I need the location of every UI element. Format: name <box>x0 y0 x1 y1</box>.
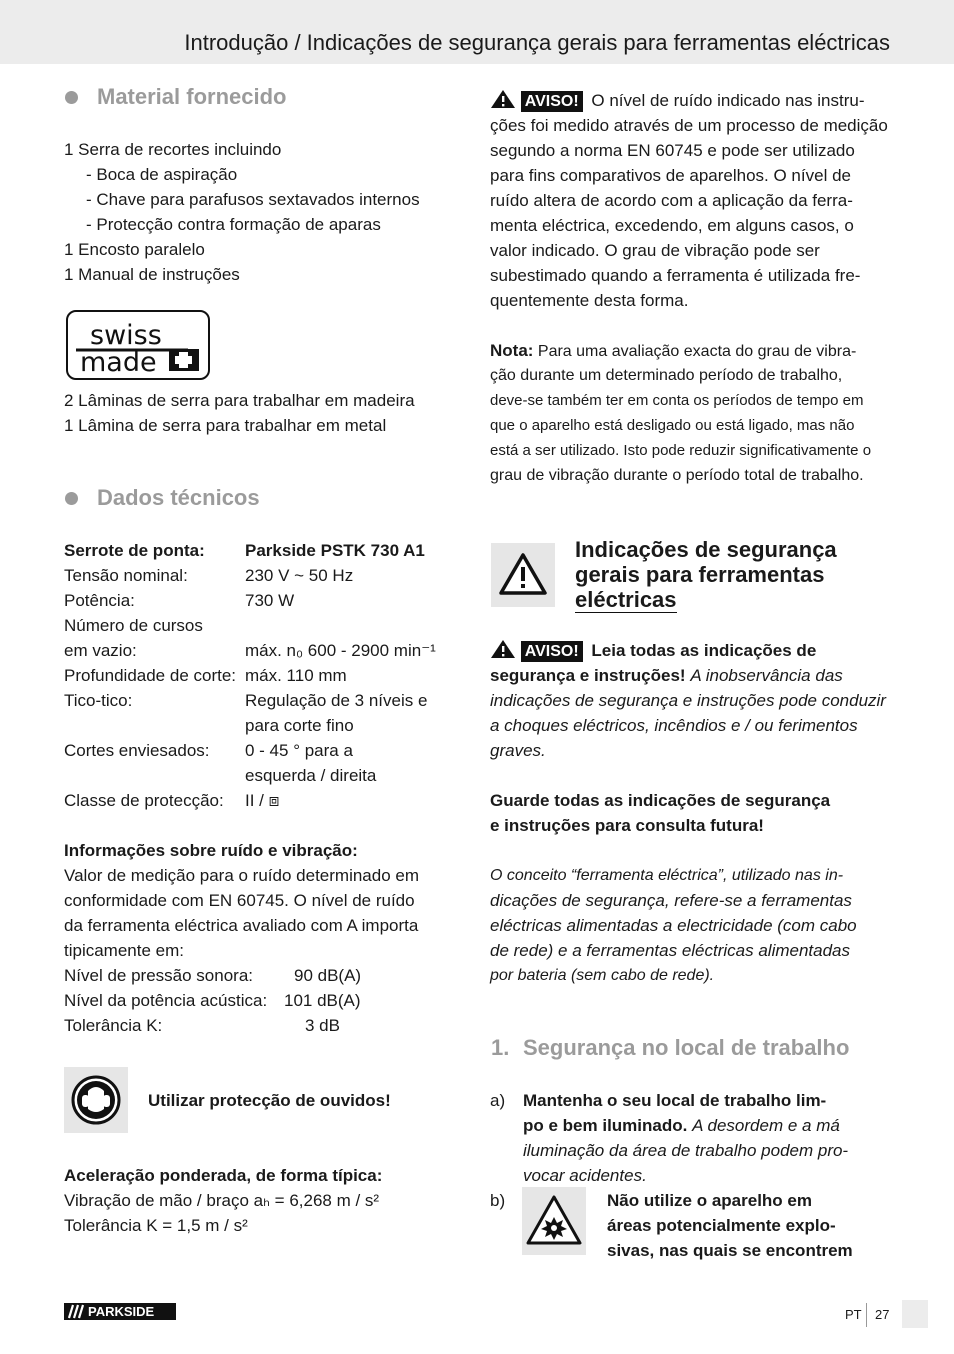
tech-value: máx. 110 mm <box>245 666 347 685</box>
warning-icon <box>490 89 516 116</box>
aviso-badge: AVISO! <box>521 91 583 112</box>
noise-label: Tolerância K: <box>64 1016 163 1035</box>
aviso-badge: AVISO! <box>521 641 583 662</box>
accel-line: Tolerância K = 1,5 m / s² <box>64 1216 248 1235</box>
item-a-italic: vocar acidentes. <box>523 1166 647 1185</box>
swiss-made-logo <box>66 310 210 380</box>
warning-icon <box>490 639 516 666</box>
tech-value: II / ⧈ <box>245 791 280 810</box>
aviso-line: valor indicado. O grau de vibração pode ser <box>490 241 820 260</box>
noise-value: 90 dB(A) <box>294 966 362 985</box>
concept-line: por bateria (sem cabo de rede). <box>490 967 715 984</box>
noise-line: Valor de medição para o ruído determinado em <box>64 866 419 885</box>
workplace-number: 1. <box>491 1035 510 1060</box>
tech-label: Tico-tico: <box>64 691 133 710</box>
aviso-line: ções foi medido através de um processo de medição <box>490 116 888 135</box>
tech-label: em vazio: <box>64 641 137 660</box>
tech-value: Regulação de 3 níveis e <box>245 691 428 710</box>
safety-warning-icon <box>491 543 555 607</box>
concept-line: de rede) e a ferramentas eléctricas alimentadas <box>490 941 851 960</box>
workplace-title: Segurança no local de trabalho <box>523 1035 850 1060</box>
logo-text-bottom: made <box>80 347 157 377</box>
brand-name: PARKSIDE <box>88 1304 155 1319</box>
tech-label: Cortes enviesados: <box>64 741 210 760</box>
explosion-hazard-icon <box>522 1187 586 1255</box>
item-a-bold: po e bem iluminado. <box>523 1116 688 1135</box>
page-number: 27 <box>875 1307 890 1322</box>
keep-line: Guarde todas as indicações de segurança <box>490 791 831 810</box>
item-a-italic: A desordem e a má <box>692 1116 840 1135</box>
tech-title: Dados técnicos <box>97 485 260 510</box>
material-item: 1 Manual de instruções <box>64 265 240 284</box>
section-bullet <box>65 91 78 104</box>
concept-line: O conceito “ferramenta eléctrica”, utilizado nas in- <box>490 867 844 884</box>
item-b-bold: Não utilize o aparelho em <box>607 1191 812 1210</box>
section-bullet <box>65 492 78 505</box>
noise-line: tipicamente em: <box>64 941 184 960</box>
noise-line: conformidade com EN 60745. O nível de ruído <box>64 891 415 910</box>
nota-line: grau de vibração durante o período total de trabalho. <box>490 467 864 484</box>
tech-value: 730 W <box>245 591 295 610</box>
footer-divider <box>866 1303 867 1327</box>
ear-protection-icon <box>64 1067 128 1133</box>
aviso2-block <box>490 638 816 666</box>
noise-title: Informações sobre ruído e vibração: <box>64 841 358 860</box>
tech-head-label: Serrote de ponta: <box>64 541 205 560</box>
aviso2-line <box>490 663 843 688</box>
nota-text: Para uma avaliação exacta do grau de vibra- <box>537 343 857 360</box>
item-a-line <box>523 1113 840 1138</box>
aviso-line: segundo a norma EN 60745 e pode ser utilizado <box>490 141 855 160</box>
aviso2-italic: indicações de segurança e instruções pode conduzir <box>490 691 886 710</box>
material-item: 1 Encosto paralelo <box>64 240 205 259</box>
page-tab <box>902 1300 928 1328</box>
aviso-line: ruído altera de acordo com a aplicação da ferra- <box>490 191 853 210</box>
language-code: PT <box>845 1307 862 1322</box>
aviso2-bold: Leia todas as indicações de <box>591 641 817 660</box>
tech-value: esquerda / direita <box>245 766 377 785</box>
tech-label: Potência: <box>64 591 135 610</box>
item-a-italic: iluminação da área de trabalho podem pro- <box>523 1141 849 1160</box>
material-title: Material fornecido <box>97 84 287 109</box>
blade-item: 1 Lâmina de serra para trabalhar em metal <box>64 416 387 435</box>
concept-line: dicações de segurança, refere-se a ferramentas <box>490 891 852 910</box>
page-title: Introdução / Indicações de segurança gerais para ferramentas eléctricas <box>184 30 890 55</box>
material-item: - Boca de aspiração <box>86 165 238 184</box>
concept-line: eléctricas alimentadas a electricidade (com cabo <box>490 916 857 935</box>
nota-line: que o aparelho está desligado ou está ligado, mas não <box>490 417 855 434</box>
item-b-label: b) <box>490 1191 506 1210</box>
noise-label: Nível da potência acústica: <box>64 991 268 1010</box>
material-item: - Chave para parafusos sextavados internos <box>86 190 420 209</box>
tech-value: para corte fino <box>245 716 354 735</box>
nota-line: ção durante um determinado período de trabalho, <box>490 367 843 384</box>
tech-label: Classe de protecção: <box>64 791 224 810</box>
item-b-bold: áreas potencialmente explo- <box>607 1216 836 1235</box>
aviso-line: subestimado quando a ferramenta é utilizada fre- <box>490 266 861 285</box>
material-item: 1 Serra de recortes incluindo <box>64 140 282 159</box>
parkside-logo <box>64 1303 176 1320</box>
tech-label: Número de cursos <box>64 616 203 635</box>
tech-value: máx. n₀ 600 - 2900 min⁻¹ <box>245 641 436 660</box>
aviso-line: quentemente desta forma. <box>490 291 689 310</box>
aviso2-italic: graves. <box>490 741 546 760</box>
tech-label: Profundidade de corte: <box>64 666 237 685</box>
tech-value: 230 V ~ 50 Hz <box>245 566 354 585</box>
blade-item: 2 Lâminas de serra para trabalhar em madeira <box>64 391 415 410</box>
logo-text-top: swiss <box>90 320 162 351</box>
item-a-label: a) <box>490 1091 506 1110</box>
material-item: - Protecção contra formação de aparas <box>86 215 381 234</box>
safety-title-line: Indicações de segurança <box>575 537 837 562</box>
noise-line: da ferramenta eléctrica avaliado com A importa <box>64 916 419 935</box>
aviso2-italic: A inobservância das <box>690 666 843 685</box>
aviso2-bold: segurança e instruções! <box>490 666 686 685</box>
nota-line: está a ser utilizado. Isto pode reduzir significativamente o <box>490 442 872 459</box>
accel-title: Aceleração ponderada, de forma típica: <box>64 1166 383 1185</box>
item-b-bold: sivas, nas quais se encontrem <box>607 1241 853 1260</box>
noise-value: 3 dB <box>305 1016 340 1035</box>
aviso-line: menta eléctrica, excedendo, em alguns casos, o <box>490 216 854 235</box>
aviso-line: para fins comparativos de aparelhos. O nível de <box>490 166 851 185</box>
nota-line: deve-se também ter em conta os períodos de tempo em <box>490 392 864 409</box>
noise-label: Nível de pressão sonora: <box>64 966 253 985</box>
nota-label: Nota: <box>490 341 534 360</box>
noise-value: 101 dB(A) <box>284 991 361 1010</box>
aviso2-italic: a choques eléctricos, incêndios e / ou ferimentos <box>490 716 858 735</box>
aviso-block <box>490 88 865 116</box>
nota-block <box>490 338 856 364</box>
aviso-text: O nível de ruído indicado nas instru- <box>591 91 865 110</box>
keep-line: e instruções para consulta futura! <box>490 816 764 835</box>
item-a-bold: Mantenha o seu local de trabalho lim- <box>523 1091 827 1110</box>
accel-line: Vibração de mão / braço aₕ = 6,268 m / s² <box>64 1191 380 1210</box>
safety-title-line: gerais para ferramentas <box>575 562 825 587</box>
tech-head-value: Parkside PSTK 730 A1 <box>245 541 425 560</box>
ear-text: Utilizar protecção de ouvidos! <box>148 1091 391 1110</box>
tech-label: Tensão nominal: <box>64 566 188 585</box>
safety-title-line: eléctricas <box>575 587 677 612</box>
tech-value: 0 - 45 ° para a <box>245 741 353 760</box>
